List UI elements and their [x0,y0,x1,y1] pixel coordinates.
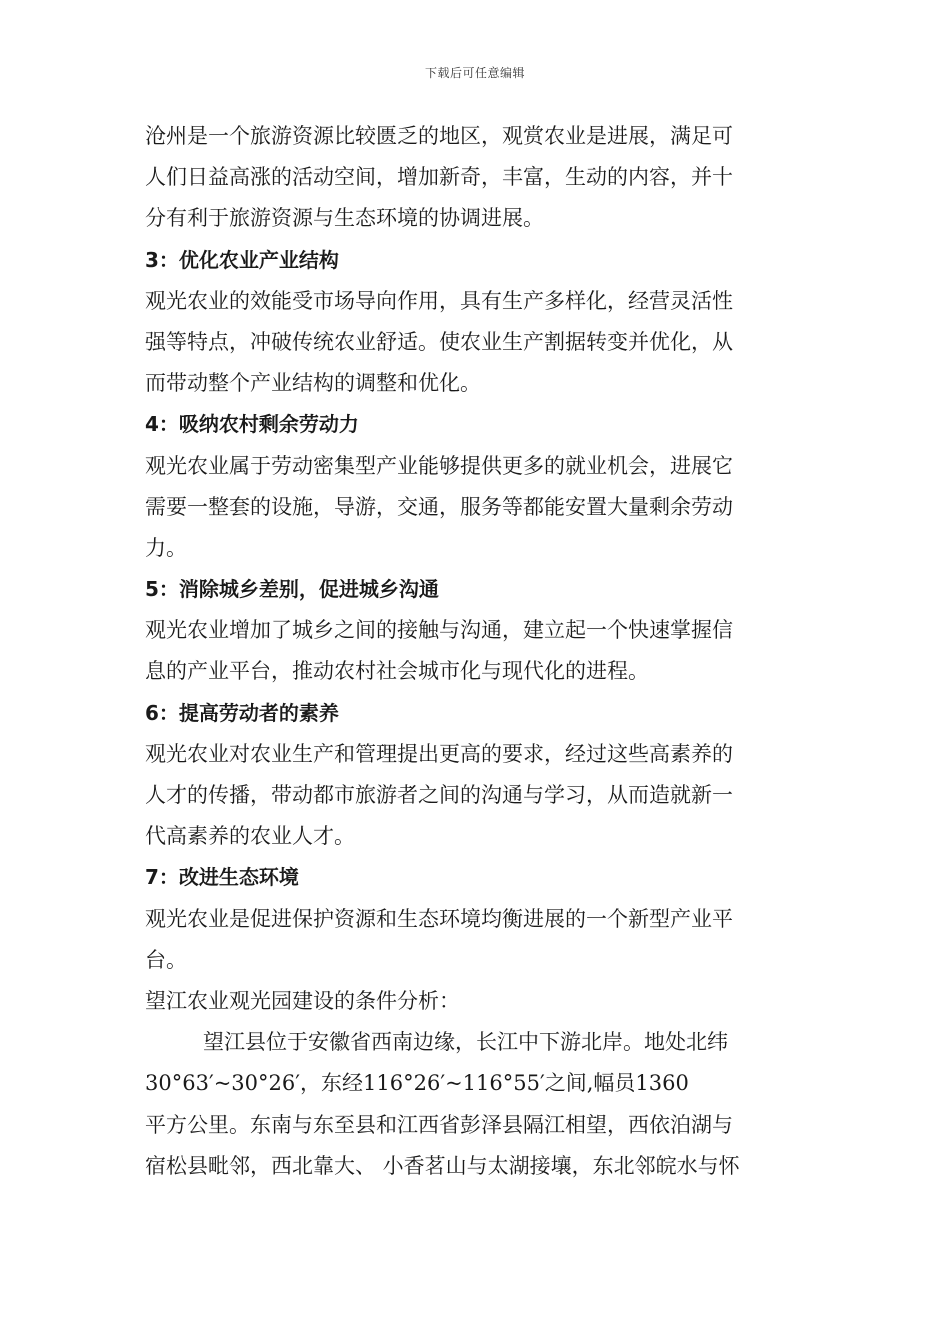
paragraph-line: 望江县位于安徽省西南边缘，长江中下游北岸。地处北纬 [203,1030,728,1055]
section-heading: 7：改进生态环境 [145,865,299,890]
paragraph-line: 强等特点，冲破传统农业舒适。使农业生产割据转变并优化，从 [145,329,733,354]
paragraph-line: 台。 [145,947,187,972]
paragraph-line: 人才的传播，带动都市旅游者之间的沟通与学习，从而造就新一 [145,783,733,807]
paragraph-line: 平方公里。东南与东至县和江西省彭泽县隔江相望，西依泊湖与 [145,1112,733,1137]
paragraph-line: 观光农业增加了城乡之间的接触与沟通，建立起一个快速掌握信 [145,618,733,643]
paragraph-line: 代高素养的农业人才。 [145,824,355,849]
paragraph-line: 观光农业属于劳动密集型产业能够提供更多的就业机会，进展它 [145,453,733,478]
paragraph-line: 宿松县毗邻，西北靠大、 小香茗山与太湖接壤，东北邻皖水与怀 [145,1153,740,1178]
paragraph-line: 力。 [145,535,187,560]
paragraph-line: 需要一整套的设施，导游，交通，服务等都能安置大量剩余劳动 [145,494,733,519]
section-heading: 5：消除城乡差别，促进城乡沟通 [145,577,439,602]
paragraph-line: 人们日益高涨的活动空间，增加新奇，丰富，生动的内容，并十 [145,165,733,190]
section-heading: 4：吸纳农村剩余劳动力 [145,412,359,437]
paragraph-line: 观光农业对农业生产和管理提出更高的要求，经过这些高素养的 [145,741,733,766]
paragraph-line: 观光农业是促进保护资源和生态环境均衡进展的一个新型产业平 [145,906,733,931]
paragraph-line: 分有利于旅游资源与生态环境的协调进展。 [145,206,544,231]
paragraph-line: 望江农业观光园建设的条件分析： [145,988,460,1013]
paragraph-line: 观光农业的效能受市场导向作用，具有生产多样化，经营灵活性 [145,288,733,313]
paragraph-line: 30°63′~30°26′，东经116°26′~116°55′之间,幅员1360 [145,1071,689,1096]
document-body [145,116,797,1187]
section-heading: 3：优化农业产业结构 [145,247,339,272]
paragraph-line: 息的产业平台，推动农村社会城市化与现代化的进程。 [145,659,649,684]
page-header-note: 下载后可任意编辑 [424,66,525,80]
section-heading: 6：提高劳动者的素养 [145,700,339,725]
paragraph-line: 沧州是一个旅游资源比较匮乏的地区，观赏农业是进展，满足可 [145,124,733,148]
paragraph-line: 而带动整个产业结构的调整和优化。 [145,371,481,396]
